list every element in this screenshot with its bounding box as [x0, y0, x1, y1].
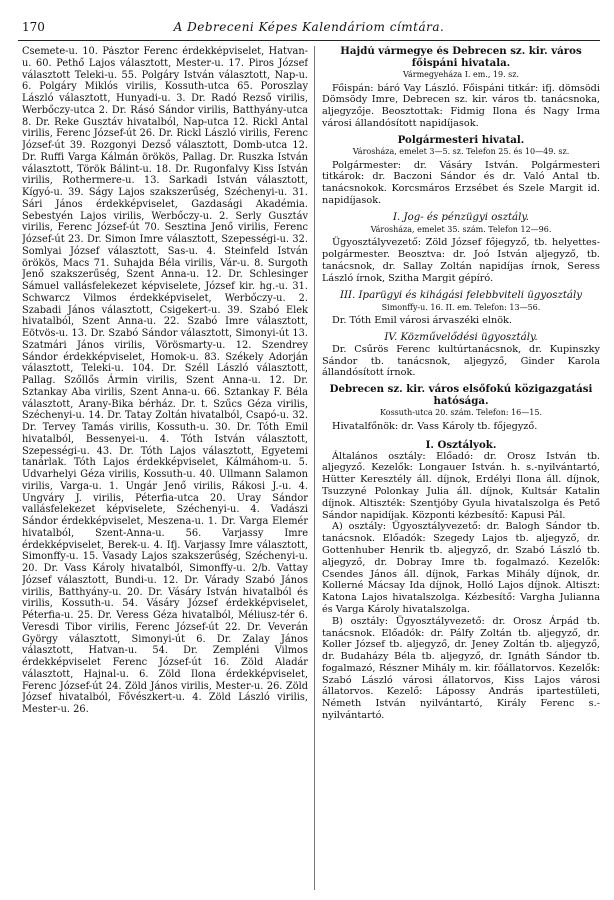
section-heading-kozmuvelodes: IV. Közművelődési ügyosztály. — [384, 331, 538, 343]
paragraph-foispani: Főispán: báró Vay László. Főispáni titkár: ifj. dömsödi Dömsödy Imre, Debrecen sz. kir. város tb. tanácsnoka, aljegyzője. Beosztottak: Fidmig Ilona és Nagy Irma városi állandósított napidíjasok. — [322, 82, 600, 129]
council-member-list: Csemete-u. 10. Pásztor Ferenc érdekképviselet, Hatvan-u. 60. Pethő Lajos választott, Mester-u. 17. Piros József választott Teleki-u. 55. Polgáry István választott, Nap-u. 6. Polgáry Miklós virilis, Kossuth-utca 65. Poroszlay László választott, Hunyadi-u. 3. Dr. Radó Rezső virilis, Werbőczy-utca 2. Dr. Rásó Sándor virilis, Batthyány-utca 8. Dr. Reke Gusztáv hivatalból, Nap-utca 12. Rickl Antal virilis, Ferenc József-út 26. Dr. Rickl László virilis, Ferenc József-út 39. Rozgonyi Dezső választott, Domb-utca 12. Dr. Ruffi Varga Kálmán örökös, Pallag. Dr. Ruszka István választott, Török Bálint-u. 18. Dr. Rugonfalvy Kiss István virilis, Rothermere-u. 13. Sarkadi István választott, Kígyó-u. 39. Ságy Lajos szakszerűség, Széchenyi-u. 31. Sári János érdekképviselet, Gazdasági Akadémia. Sebestyén Lajos virilis, Werbőczy-u. 2. Serly Gusztáv virilis, Ferenc József-út 70. Sesztina Jenő virilis, Ferenc József-út 23. Dr. Simon Imre választott, Szepességi-u. 32. Somlyai József választott, Sas-u. 4. Steinfeld István örökös, Macs 71. Suhajda Béla virilis, Vár-u. 8. Surgoth Jenő szakszerűség, Szent Anna-u. 12. Dr. Schlesinger Sámuel vallásfelekezet képviselete, József kir. hg.-u. 31. Schwarcz Vilmos érdekképviselet, Werbőczy-u. 2. Szabadi János választott, Csigekert-u. 39. Szabó Elek hivatalból, Szent Anna-u. 22. Szabó Imre választott, Eötvös-u. 13. Dr. Szabó Sándor választott, Simonyi-út 13. Szatmári János virilis, Vörösmarty-u. 12. Szendrey Sándor érdekképviselet, Homok-u. 83. Székely Adorján választott, Teleki-u. 104. Dr. Széll László választott, Pallag. Szőllős Ármin virilis, Szent Anna-u. 12. Dr. Sztankay Aba virilis, Szent Anna-u. 66. Sztankay F. Béla választott, Arany-Bika bérház. Dr. t. Szűcs Géza virilis, Széchenyi-u. 14. Dr. Tatay Zoltán hivatalból, Csapó-u. 32. Dr. Tervey Tamás virilis, Kossuth-u. 30. Dr. Tóth Emil hivatalból, Bessenyei-u. 4. Tóth István választott, Szepességi-u. 43. Dr. Tóth Lajos választott, Egyetemi tanárlak. Tóth Lajos érdekképviselet, Kálmáhom-u. 5. Udvarhelyi Géza virilis, Kossuth-u. 40. Ullmann Salamon virilis, Varga-u. 1. Ungár Jenő virilis, Rákosi J.-u. 4. Ungváry J. virilis, Péterfia-utca 20. Uray Sándor vallásfelekezet képviselete, Széchenyi-u. 4. Vadászi Sándor érdekképviselet, Meszena-u. 1. Dr. Varga Elemér hivatalból, Szent-Anna-u. 56. Varjassy Imre érdekképviselet, Berek-u. 4. Ifj. Varjassy Imre választott, Simonffy-u. 15. Vasady Lajos szakszerűség, Széchenyi-u. 20. Dr. Vass Károly hivatalból, Simonffy-u. 2/b. Vattay József választott, Bundi-u. 12. Dr. Várady Szabó János virilis, Batthyány-u. 20. Dr. Vásáry István hivatalból és virilis, Kossuth-u. 54. Vásáry József érdekképviselet, Péterfia-u. 25. Dr. Veress Géza hivatalból, Méliusz-tér 6. Veresdi Tibor virilis, Ferenc József-út 22. Dr. Veverán György választott, Simonyi-út 6. Dr. Zalay János választott, Hatvan-u. 54. Dr. Zempléni Vilmos érdekképviselet Ferenc József-út 16. Zöld Aladár választott, Hajnal-u. 6. Zöld Ilona érdekképviselet, Ferenc József-út 24. Zöld János virilis, Mester-u. 26. Zöld József hivatalból, Fővészkert-u. 4. Zöld László virilis, Mester-u. 26. — [22, 46, 308, 715]
paragraph-altalanos-osztaly: Általános osztály: Előadó: dr. Orosz István tb. aljegyző. Kezelők: Longauer István. h. s.-nyilvántartó, Hütter Keresztély áll. díjnok, Erdélyi Ilona áll. díjnok, Tsuzzyné Polonkay Julia áll. díjnok, Kultsár Katalin díjnok. Altiszték: Szentjóby Gyula hivatalszolga és Pető Sándor napidíjak. Központi kézbesítő: Kapusi Pál. — [322, 450, 600, 521]
paragraph-jog: Ügyosztályvezető: Zöld József főjegyző, tb. helyettes-polgármester. Beosztva: dr. Joó István aljegyző, tb. tanácsnok, dr. Sallay Zoltán napidíjas írnok, Seress László írnok, Szitha Margit gépíró. — [322, 237, 600, 284]
section-heading-kozigazgatas: Debrecen sz. kir. város elsőfokú közigazgatási hatósága. — [329, 383, 593, 407]
paragraph-ipar: Dr. Tóth Emil városi árvaszéki elnök. — [332, 315, 513, 327]
running-title: A Debreceni Képes Kalendáriom címtára. — [173, 20, 445, 34]
address-kozigazgatas: Kossuth-utca 20. szám. Telefon: 16—15. — [379, 408, 542, 418]
column-divider — [314, 46, 315, 890]
address-ipar: Simonffy-u. 16. II. em. Telefon: 13—56. — [381, 302, 541, 312]
section-heading-polgarmester: Polgármesteri hivatal. — [397, 133, 525, 146]
left-column — [22, 46, 308, 890]
two-column-body — [18, 46, 600, 890]
paragraph-kozigazgatas: Hivatalfőnök: dr. Vass Károly tb. főjegyző. — [332, 420, 538, 432]
section-heading-osztalyok: I. Osztályok. — [425, 438, 497, 451]
section-heading-foispani: Hajdú vármegye és Debrecen sz. kir. város főispáni hivatala. — [340, 46, 582, 69]
right-column — [322, 46, 600, 890]
paragraph-kozmuvelodes: Dr. Csűrös Ferenc kultúrtanácsnok, dr. Kupinszky Sándor tb. tanácsnok, aljegyző, Ginder Karola állandósított írnok. — [322, 343, 600, 379]
address-polgarmester: Városháza, emelet 3—5. sz. Telefon 25. és 10—49. sz. — [352, 147, 570, 157]
address-foispani: Vármegyeháza I. em., 19. sz. — [402, 70, 520, 79]
section-heading-ipar: III. Iparügyi és kihágási felebbviteli ügyosztály — [339, 289, 583, 301]
paragraph-polgarmester: Polgármester: dr. Vásáry István. Polgármesteri titkárok: dr. Baczoni Sándor és dr. Való Antal tb. tanácsnokok. Korcsmáros Erzsébet és Szele Margit id. napidíjasok. — [322, 159, 600, 207]
section-heading-jog: I. Jog- és pénzügyi osztály. — [392, 211, 530, 223]
page-header — [18, 14, 600, 41]
paragraph-b-osztaly: B) osztály: Ügyosztályvezető: dr. Orosz Árpád tb. tanácsnok. Előadók: dr. Pálfy Zoltán tb. aljegyző, dr. Koller József tb. aljegyző, dr. Jeney Zoltán tb. aljegyző, dr. Budaházy Béla tb. aljegyző, dr. Ignáth Sándor tb. fogalmazó, Részner Mihály m. kir. főállatorvos. Kezelők: Szabó László városi állatorvos, Kiss Lajos városi állatorvos. Kezelő: Lápossy András ipartestületi, Németh István nyilvántartó, Király Ferenc s.-nyilvántartó. — [322, 615, 600, 722]
page-number: 170 — [22, 20, 45, 34]
address-jog: Városháza, emelet 35. szám. Telefon 12—96. — [370, 224, 552, 234]
document-page — [18, 14, 600, 890]
paragraph-a-osztaly: A) osztály: Ügyosztályvezető: dr. Balogh Sándor tb. tanácsnok. Előadók: Szegedy Lajos tb. aljegyző, dr. Gottenhuber Henrik tb. aljegyző, dr. Szabó László tb. aljegyző, dr. Dobray Imre tb. fogalmazó. Kezelők: Csendes János áll. díjnok, Farkas Mihály díjnok, dr. Kollerné Mácsay Ida díjnok, Holló Lajos díjnok. Altiszt: Katona Lajos hivatalszolga. Kézbesítő: Vargha Julianna és Varga Károly hivatalszolga. — [322, 521, 600, 615]
